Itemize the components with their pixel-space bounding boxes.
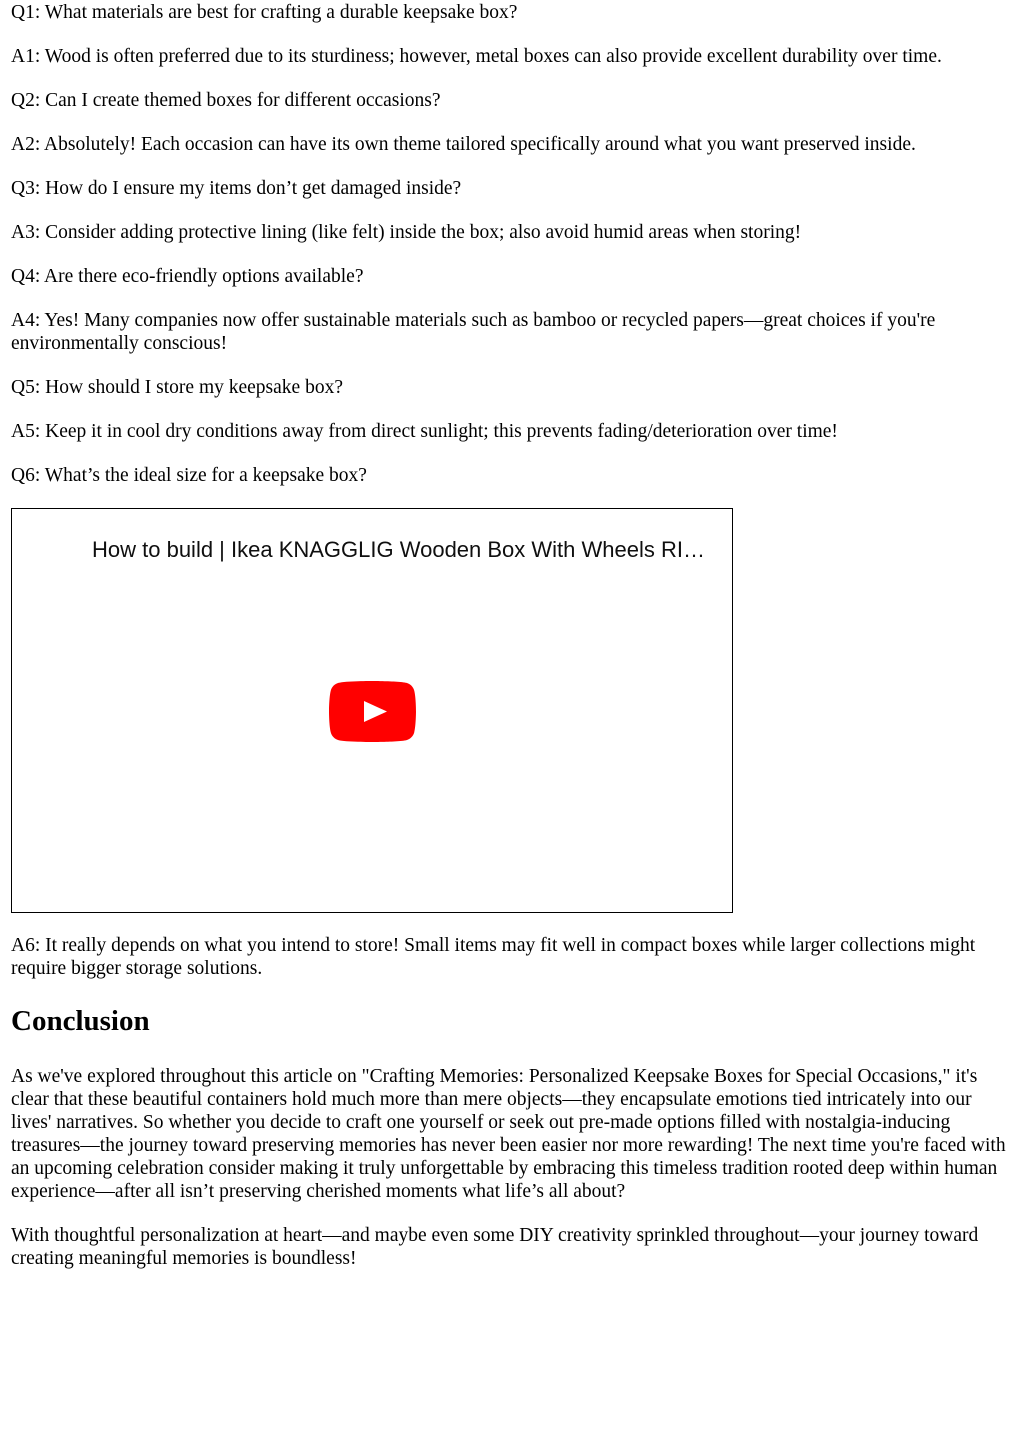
conclusion-paragraph-2: With thoughtful personalization at heart—and maybe even some DIY creativity sprinkled throughout—your journey toward creating meaningful memories is boundless!	[11, 1225, 979, 1269]
faq-question-3: Q3: How do I ensure my items don’t get damaged inside?	[11, 178, 462, 199]
faq-question-6: Q6: What’s the ideal size for a keepsake box?	[11, 465, 367, 486]
faq-question-1: Q1: What materials are best for crafting a durable keepsake box?	[11, 2, 518, 23]
faq-answer-2: A2: Absolutely! Each occasion can have its own theme tailored specifically around what you want preserved inside.	[11, 134, 916, 155]
video-title[interactable]: How to build | Ikea KNAGGLIG Wooden Box With Wheels RI…	[92, 537, 705, 562]
faq-question-4: Q4: Are there eco-friendly options available?	[11, 266, 364, 287]
conclusion-paragraph-1: As we've explored throughout this article on "Crafting Memories: Personalized Keepsake Boxes for Special Occasions," it's clear that these beautiful containers hold much more than mere objects—they encapsulate emotions tied intricately into our lives' narratives. So whether you decide to craft one yourself or seek out pre-made options filled with nostalgia-inducing treasures—the journey toward preserving memories has never been easier nor more rewarding! The next time you're faced with an upcoming celebration consider making it truly unforgettable by embracing this timeless tradition rooted deep within human experience—after all isn’t preserving cherished moments what life’s all about?	[11, 1066, 1006, 1202]
video-embed[interactable]	[11, 508, 733, 913]
faq-answer-3: A3: Consider adding protective lining (like felt) inside the box; also avoid humid areas when storing!	[11, 222, 802, 243]
youtube-play-icon[interactable]	[329, 681, 416, 742]
faq-question-5: Q5: How should I store my keepsake box?	[11, 377, 343, 398]
faq-answer-4: A4: Yes! Many companies now offer sustainable materials such as bamboo or recycled papers—great choices if you're environmentally conscious!	[11, 310, 936, 354]
faq-question-2: Q2: Can I create themed boxes for different occasions?	[11, 90, 441, 111]
faq-answer-6: A6: It really depends on what you intend to store! Small items may fit well in compact boxes while larger collections might require bigger storage solutions.	[11, 935, 976, 979]
faq-answer-1: A1: Wood is often preferred due to its sturdiness; however, metal boxes can also provide excellent durability over time.	[11, 46, 942, 67]
conclusion-heading: Conclusion	[11, 1005, 150, 1037]
article-content	[11, 0, 1011, 1291]
faq-answer-5: A5: Keep it in cool dry conditions away from direct sunlight; this prevents fading/deterioration over time!	[11, 421, 838, 442]
